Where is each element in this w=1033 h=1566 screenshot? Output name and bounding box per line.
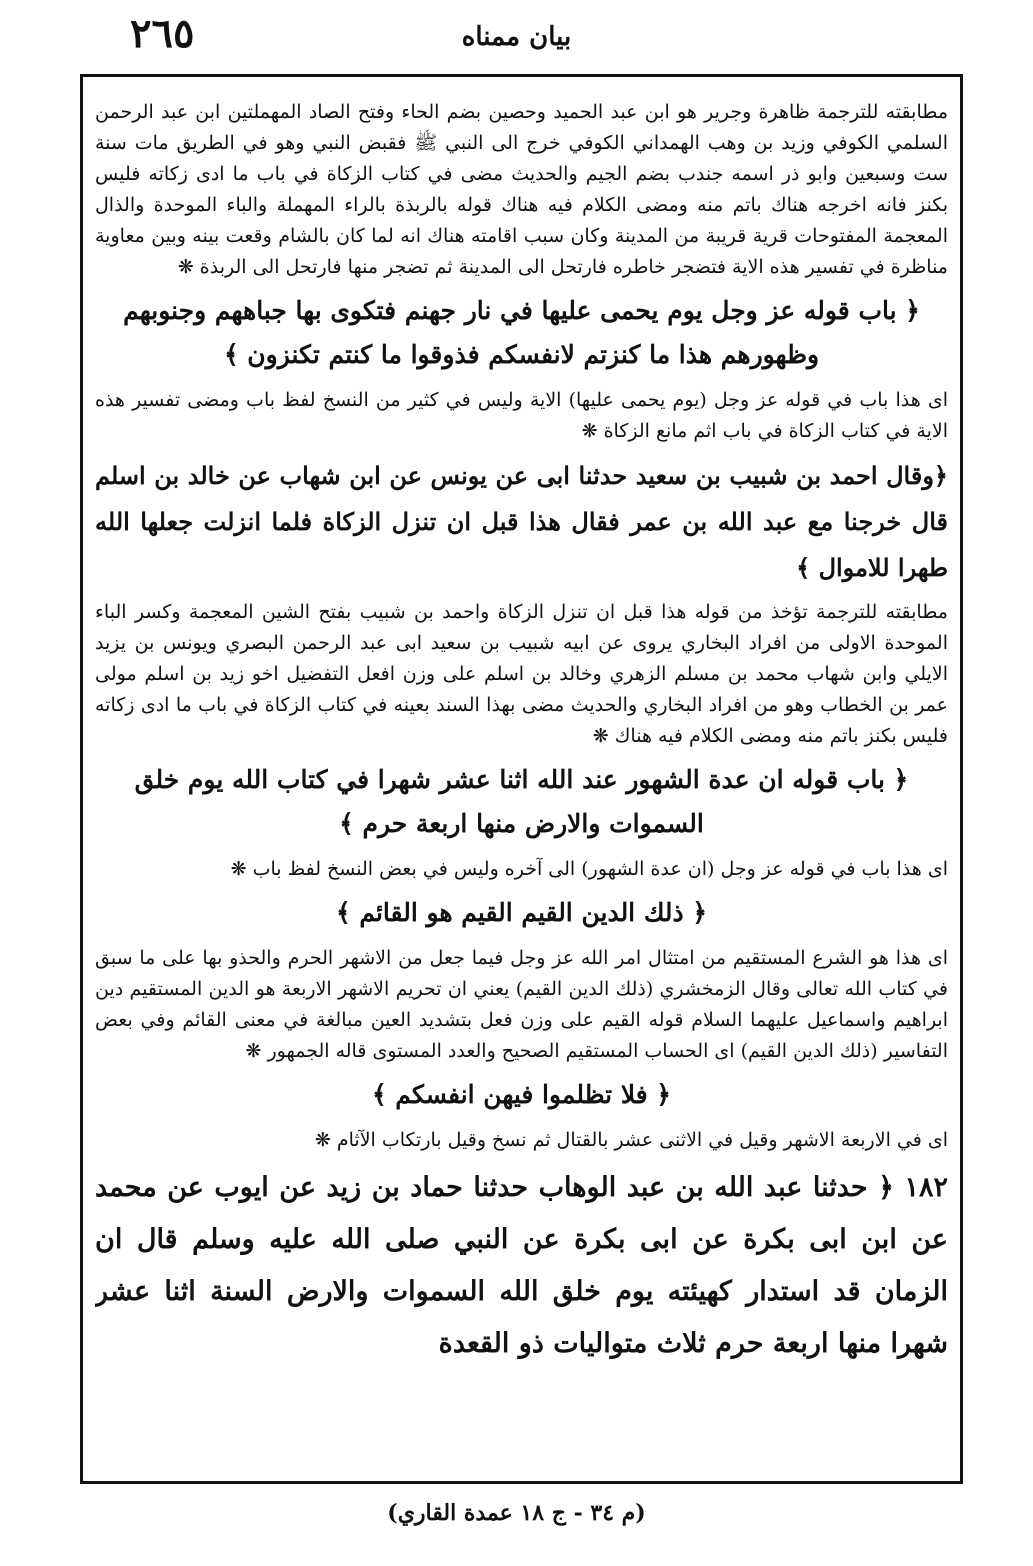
verse-heading: ﴿ ذلك الدين القيم القيم هو القائم ﴾ bbox=[335, 898, 708, 927]
verse-heading: ﴿ فلا تظلموا فيهن انفسكم ﴾ bbox=[371, 1080, 672, 1109]
page-header bbox=[0, 0, 1033, 70]
commentary-paragraph: مطابقته للترجمة ظاهرة وجرير هو ابن عبد الحميد وحصين بضم الحاء وفتح الصاد المهملتين ابن عبد الرحمن السلمي الكوفي وزيد بن وهب الهمداني الكوفي خرج الى النبي ﷺ فقبض النبي وهو في الطريق مات سنة ست وسبعين وابو ذر اسمه جندب بضم الجيم والحديث مضى في كتاب الزكاة في باب ما ادى زكاته فليس بكنز فانه اخرجه هناك باتم منه ومضى الكلام فيه هناك قوله بالربذة بالراء المهملة والباء الموحدة والذال المعجمة المفتوحات قرية قريبة من المدينة وكان سبب اقامته هناك انه لما كان بالشام وقعت بينه وبين معاوية مناظرة في تفسير هذه الاية فتضجر خاطره فارتحل الى المدينة ثم تضجر منها فارتحل الى الربذة ❋ bbox=[95, 101, 948, 278]
volume-signature: (م ٣٤ - ج ١٨ عمدة القاري) bbox=[387, 1500, 646, 1526]
numbered-hadith: ١٨٢ ﴿ حدثنا عبد الله بن عبد الوهاب حدثنا حماد بن زيد عن ايوب عن محمد عن ابن ابى بكرة عن ابى بكرة عن النبي صلى الله عليه وسلم قال ان الزمان قد استدار كهيئته يوم خلق الله السموات والارض السنة اثنا عشر شهرا منها اربعة حرم ثلاث متواليات ذو القعدة bbox=[95, 1172, 948, 1359]
running-title: بيان ممناه bbox=[461, 22, 572, 52]
commentary-paragraph: اى هذا باب في قوله عز وجل (يوم يحمى عليها) الاية وليس في كثير من النسخ لفظ باب ومضى تفسير هذه الاية في كتاب الزكاة في باب اثم مانع الزكاة ❋ bbox=[95, 389, 948, 442]
hadith-text: ﴿وقال احمد بن شبيب بن سعيد حدثنا ابى عن يونس عن ابن شهاب عن خالد بن اسلم قال خرجنا مع عبد الله بن عمر فقال هذا قبل ان تنزل الزكاة فلما انزلت جعلها الله طهرا للاموال ﴾ bbox=[95, 461, 948, 582]
commentary-paragraph: اى في الاربعة الاشهر وقيل في الاثنى عشر بالقتال ثم نسخ وقيل بارتكاب الآثام ❋ bbox=[314, 1129, 948, 1151]
chapter-heading: ﴿ باب قوله ان عدة الشهور عند الله اثنا عشر شهرا في كتاب الله يوم خلق السموات والارض منها اربعة حرم ﴾ bbox=[134, 765, 909, 838]
text-frame bbox=[80, 74, 963, 1484]
chapter-heading: ﴿ باب قوله عز وجل يوم يحمى عليها في نار جهنم فتكوى بها جباههم وجنوبهم وظهورهم هذا ما كنزتم لانفسكم فذوقوا ما كنتم تكنزون ﴾ bbox=[123, 296, 920, 369]
commentary-paragraph: مطابقته للترجمة تؤخذ من قوله هذا قبل ان تنزل الزكاة واحمد بن شبيب بفتح الشين المعجمة وكسر الباء الموحدة الاولى من افراد البخاري يروى عن ابيه شبيب بن سعيد ابى عبد الرحمن البصري ويونس بن يزيد الايلي وابن شهاب محمد بن مسلم الزهري وخالد بن اسلم على وزن افعل التفضيل اخو زيد بن اسلم مولى عمر بن الخطاب وهو من افراد البخاري والحديث مضى بهذا السند بعينه في كتاب الزكاة في باب ما ادى زكاته فليس بكنز باتم منه ومضى الكلام فيه هناك ❋ bbox=[95, 601, 948, 747]
commentary-paragraph: اى هذا باب في قوله عز وجل (ان عدة الشهور) الى آخره وليس في بعض النسخ لفظ باب ❋ bbox=[230, 858, 948, 880]
page-body bbox=[95, 97, 948, 1471]
page-number: ٢٦٥ bbox=[130, 10, 195, 57]
commentary-paragraph: اى هذا هو الشرع المستقيم من امتثال امر الله عز وجل فيما جعل من الاشهر الحرم والحذو بها على ما سبق في كتاب الله تعالى وقال الزمخشري (ذلك الدين القيم) يعني ان تحريم الاشهر الاربعة هو الدين المستقيم دين ابراهيم واسماعيل عليهما السلام قوله القيم على وزن فعل بتشديد العين مبالغة في معنى القائم وفي بعض التفاسير (ذلك الدين القيم) اى الحساب المستقيم الصحيح والعدد المستوى قاله الجمهور ❋ bbox=[95, 947, 948, 1062]
